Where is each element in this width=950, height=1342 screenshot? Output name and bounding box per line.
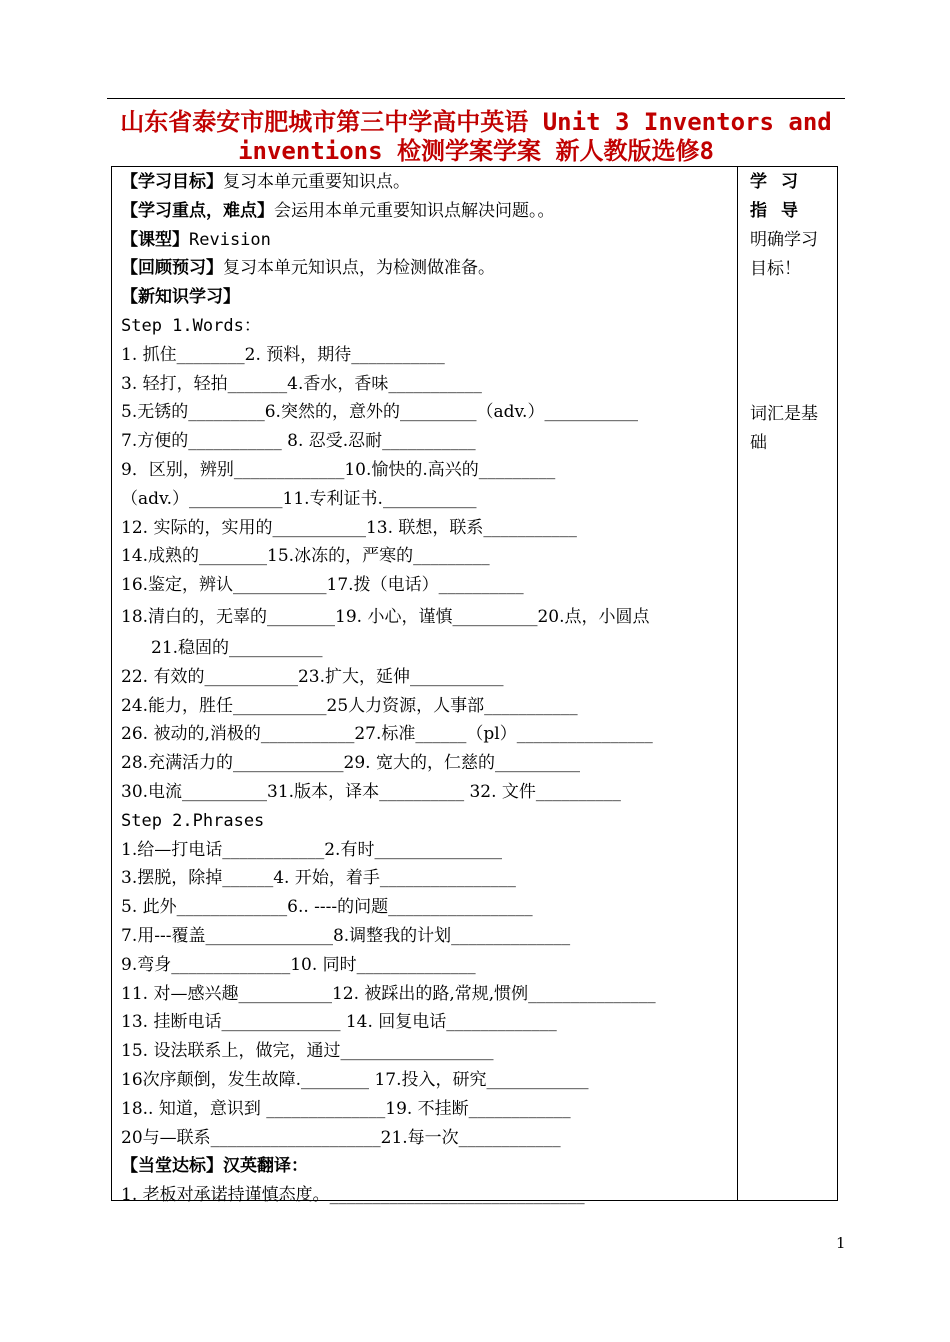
guide-note-goals: 明确学习目标！ bbox=[750, 230, 818, 279]
column-divider bbox=[737, 166, 738, 1201]
phrase-line: 15. 设法联系上，做完，通过__________________ bbox=[121, 1041, 494, 1062]
focus-tag: 【学习重点，难点】 bbox=[121, 200, 274, 221]
preview-row bbox=[121, 254, 733, 283]
document-title bbox=[100, 108, 852, 166]
page-number: 1 bbox=[836, 1234, 846, 1252]
title-line-1: 山东省泰安市肥城市第三中学高中英语 Unit 3 Inventors and bbox=[120, 108, 832, 136]
new-knowledge-row bbox=[121, 283, 733, 312]
lesson-type-text: Revision bbox=[189, 229, 271, 250]
title-line-2: inventions 检测学案学案 新人教版选修8 bbox=[238, 137, 714, 165]
phrase-line: 13. 挂断电话______________ 14. 回复电话_____________ bbox=[121, 1012, 557, 1033]
practice-row bbox=[121, 1152, 733, 1181]
preview-tag: 【回顾预习】 bbox=[121, 258, 223, 279]
preview-text: 复习本单元知识点，为检测做准备。 bbox=[223, 258, 495, 279]
lesson-type-tag: 【课型】 bbox=[121, 229, 189, 250]
main-column bbox=[121, 168, 733, 1210]
translation-line: 1. 老板对承诺持谨慎态度。______________________________ bbox=[121, 1185, 585, 1206]
guide-column bbox=[750, 168, 832, 458]
word-line: 3. 轻打，轻拍_______4.香水，香味___________ bbox=[121, 373, 482, 394]
phrase-line: 20与—联系____________________21.每一次____________ bbox=[121, 1127, 561, 1148]
practice-tag: 【当堂达标】 bbox=[121, 1156, 223, 1177]
phrase-line: 18.. 知道，意识到 ______________19. 不挂断____________ bbox=[121, 1098, 571, 1119]
guide-heading: 学习指导 bbox=[750, 172, 812, 221]
step1-heading: Step 1.Words： bbox=[121, 315, 261, 336]
goal-text: 复习本单元重要知识点。 bbox=[223, 172, 410, 192]
focus-text: 会运用本单元重要知识点解决问题。。 bbox=[274, 200, 555, 221]
top-rule bbox=[107, 98, 845, 99]
word-line: 26. 被动的,消极的___________27.标准______（pl）________________ bbox=[121, 724, 653, 745]
word-line: 14.成熟的________15.冰冻的，严寒的_________ bbox=[121, 546, 490, 567]
step2-heading: Step 2.Phrases bbox=[121, 810, 265, 831]
phrase-line: 11. 对—感兴趣___________12. 被踩出的路,常规,惯例_______________ bbox=[121, 983, 656, 1004]
new-knowledge-tag: 【新知识学习】 bbox=[121, 287, 240, 308]
word-line: 5.无锈的_________6.突然的，意外的_________（adv.）___________ bbox=[121, 402, 638, 423]
focus-row bbox=[121, 197, 733, 226]
word-line: 21.稳固的___________ bbox=[151, 637, 323, 658]
word-line: 18.清白的，无辜的________19. 小心，谨慎__________20.点，小圆点 bbox=[121, 606, 650, 627]
word-line: （adv.）___________11.专利证书.___________ bbox=[121, 488, 477, 509]
guide-spacer bbox=[750, 284, 832, 400]
phrase-line: 1.给—打电话____________2.有时_______________ bbox=[121, 839, 502, 860]
goal-row bbox=[121, 168, 733, 197]
word-line: 12. 实际的，实用的___________13. 联想，联系___________ bbox=[121, 517, 577, 538]
word-line: 28.充满活力的_____________29. 宽大的，仁慈的__________ bbox=[121, 753, 580, 774]
word-line: 30.电流__________31.版本，译本__________ 32. 文件__________ bbox=[121, 781, 621, 802]
word-line: 7.方便的___________ 8. 忍受.忍耐___________ bbox=[121, 431, 476, 452]
lesson-type-row bbox=[121, 226, 733, 255]
phrase-line: 3.摆脱，除掉______4. 开始，着手________________ bbox=[121, 868, 516, 889]
practice-heading: 汉英翻译： bbox=[223, 1156, 308, 1177]
phrase-line: 16次序颠倒，发生故障.________ 17.投入，研究____________ bbox=[121, 1069, 589, 1090]
goal-tag: 【学习目标】 bbox=[121, 172, 223, 192]
word-line: 1. 抓住________2. 预料，期待___________ bbox=[121, 344, 445, 365]
phrase-line: 9.弯身______________10. 同时______________ bbox=[121, 954, 476, 975]
phrase-line: 7.用---覆盖_______________8.调整我的计划______________ bbox=[121, 925, 571, 946]
guide-note-vocab: 词汇是基础 bbox=[750, 404, 818, 453]
word-line: 16.鉴定，辨认___________17.拨（电话）__________ bbox=[121, 575, 524, 596]
word-line: 22. 有效的___________23.扩大，延伸___________ bbox=[121, 666, 504, 687]
word-line: 9．区别，辨别_____________10.愉快的.高兴的_________ bbox=[121, 459, 556, 480]
phrase-line: 5. 此外_____________6.. ----的问题_________________ bbox=[121, 897, 533, 918]
word-line: 24.能力，胜任___________25人力资源，人事部___________ bbox=[121, 695, 578, 716]
